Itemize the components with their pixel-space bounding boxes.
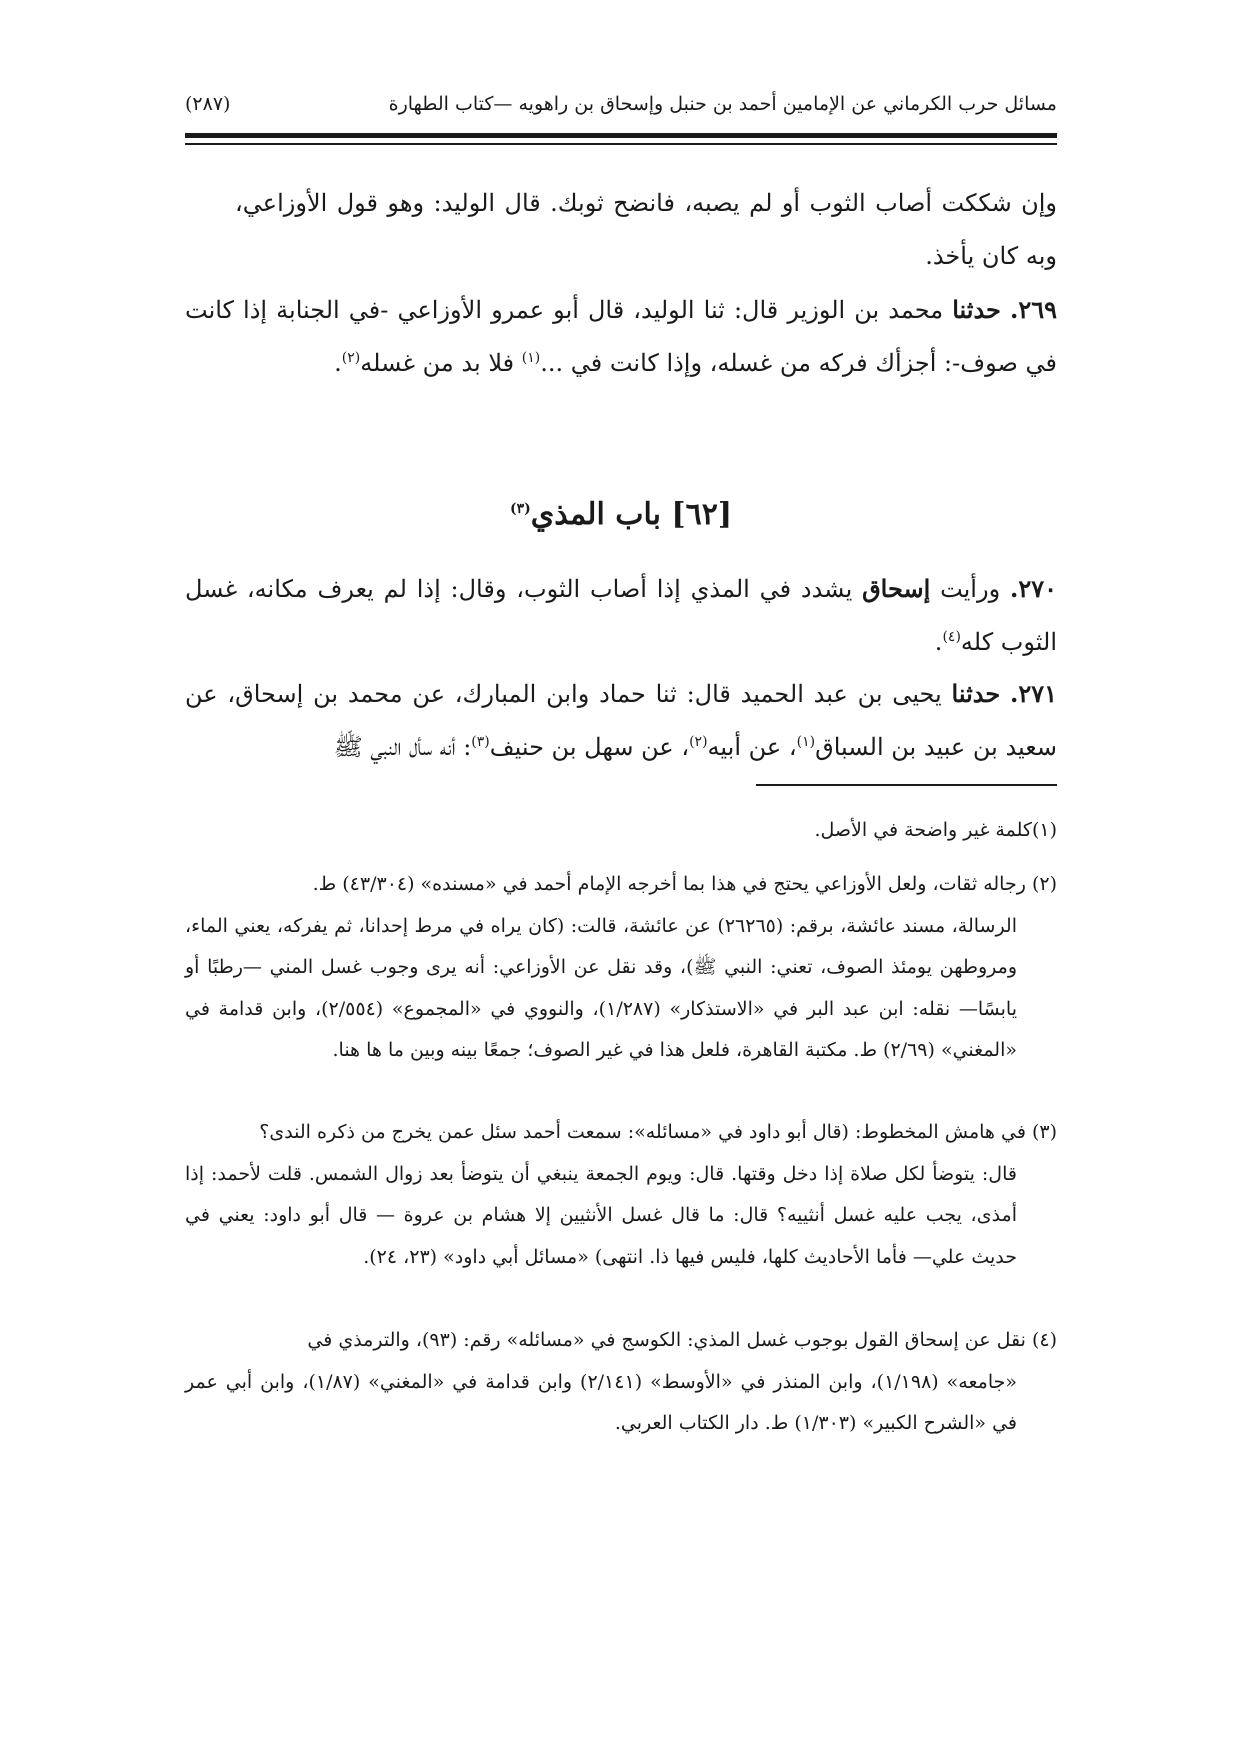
footnote-ref: (٢) [341, 350, 361, 366]
footnote-3 [185, 1112, 1057, 1278]
footnote-1 [185, 810, 1057, 852]
footnote-text: نقل عن إسحاق القول بوجوب غسل المذي: الكوسج في «مسائله» رقم: (٩٣)، والترمذي في [307, 1329, 1032, 1351]
paragraph-number: ٢٧١. [1009, 679, 1057, 708]
paragraph-text: ، عن أبيه [707, 733, 797, 761]
footnote-ref: (٢) [689, 734, 708, 750]
paragraph-bold-name: إسحاق [862, 574, 931, 603]
paragraph-270 [185, 562, 1057, 669]
paragraph-continuation [235, 177, 1057, 283]
header-title: مسائل حرب الكرماني عن الإمامين أحمد بن حنبل وإسحاق بن راهويه —كتاب الطهارة [388, 93, 1057, 115]
footnote-ref: (٣) [509, 501, 531, 517]
footnote-4 [185, 1320, 1057, 1445]
footnote-text: رجاله ثقات، ولعل الأوزاعي يحتج في هذا بما أخرجه الإمام أحمد في «مسنده» (٤٣/٣٠٤) ط. [312, 873, 1032, 895]
paragraph-text: ، عن سهل بن حنيف [489, 733, 690, 761]
paragraph-271 [185, 667, 1057, 774]
footnote-text: «جامعه» (١/١٩٨)، وابن المنذر في «الأوسط» (٢/١٤١) وابن قدامة في «المغني» (١/٨٧)، وابن أبي عمر في «الشرح الكبير» (١/٣٠٣) ط. دار الكتاب العربي. [185, 1370, 1017, 1434]
chapter-title: [٦٢] باب المذي [530, 497, 733, 532]
paragraph-text: : أنه سأل النبي ﷺ [333, 733, 472, 761]
paragraph-text: يحيى بن عبد الحميد قال: ثنا حماد وابن المبارك، عن محمد بن إسحاق، عن سعيد بن عبيد بن السباق [185, 680, 1057, 761]
paragraph-text: محمد بن الوزير قال: ثنا الوليد، قال أبو عمرو الأوزاعي -في الجنابة إذا كانت في صوف-: أجزأك فركه من غسله، وإذا كانت في ... [185, 296, 1057, 377]
footnote-ref: (١) [796, 734, 816, 750]
paragraph-text: ورأيت [930, 575, 1010, 603]
footnote-text: في هامش المخطوط: (قال أبو داود في «مسائله»: سمعت أحمد سئل عمن يخرج من ذكره الندى؟ [259, 1121, 1032, 1143]
footnote-text: قال: يتوضأ لكل صلاة إذا دخل وقتها. قال: ويوم الجمعة ينبغي أن يتوضأ بعد زوال الشمس. قلت لأحمد: إذا أمذى، يجب عليه غسل أنثييه؟ قال: ما قال غسل الأنثيين إلا هشام بن عروة — قال أبو داود: يعني في حديث علي— فأما الأحاديث كلها، فليس فيها ذا. انتهى) «مسائل أبي داود» (٢٣، ٢٤). [185, 1162, 1017, 1268]
paragraph-lead: حدثنا [952, 295, 1001, 324]
footnote-separator [756, 784, 1057, 786]
footnote-marker: (٣) [1031, 1121, 1057, 1143]
paragraph-number: ٢٦٩. [1009, 295, 1057, 324]
running-header [185, 84, 1057, 124]
footnote-ref: (٤) [942, 629, 961, 645]
paragraph-text: يشدد في المذي إذا أصاب الثوب، وقال: إذا لم يعرف مكانه، غسل الثوب كله [185, 575, 1057, 656]
paragraph-text: فلا بد من غسله [360, 349, 522, 377]
footnote-2 [185, 864, 1057, 1072]
footnote-text: كلمة غير واضحة في الأصل. [814, 819, 1032, 841]
footnote-marker: (١) [1031, 819, 1057, 841]
footnote-text: الرسالة، مسند عائشة، برقم: (٢٦٢٦٥) عن عائشة، قالت: (كان يراه في مرط إحدانا، ثم يفركه، يعني الماء، ومروطهن يومئذ الصوف، تعني: النبي ﷺ)، وقد نقل عن الأوزاعي: أنه يرى وجوب غسل المني —رطبًا أو يابسًا— نقله: ابن عبد البر في «الاستذكار» (١/٢٨٧)، والنووي في «المجموع» (٢/٥٥٤)، وابن قدامة في «المغني» (٢/٦٩) ط. مكتبة القاهرة، فلعل هذا في غير الصوف؛ جمعًا بينه وبين ما ها هنا. [185, 914, 1017, 1061]
footnote-ref: (٣) [471, 734, 490, 750]
paragraph-lead: حدثنا [951, 679, 1001, 708]
header-rule-thick [185, 133, 1057, 138]
paragraph-269 [185, 283, 1057, 390]
footnote-marker: (٤) [1031, 1329, 1057, 1351]
paragraph-text: . [334, 349, 342, 377]
chapter-heading [185, 497, 1057, 532]
footnote-ref: (١) [521, 350, 541, 366]
paragraph-number: ٢٧٠. [1009, 574, 1057, 603]
paragraph-text: وإن شككت أصاب الثوب أو لم يصبه، فانضح ثوبك. قال الوليد: وهو قول الأوزاعي، وبه كان يأخذ. [235, 189, 1057, 270]
footnote-marker: (٢) [1031, 873, 1057, 895]
paragraph-text: . [934, 628, 943, 656]
page-number: (٢٨٧) [185, 93, 231, 115]
header-rule-thin [185, 143, 1057, 145]
